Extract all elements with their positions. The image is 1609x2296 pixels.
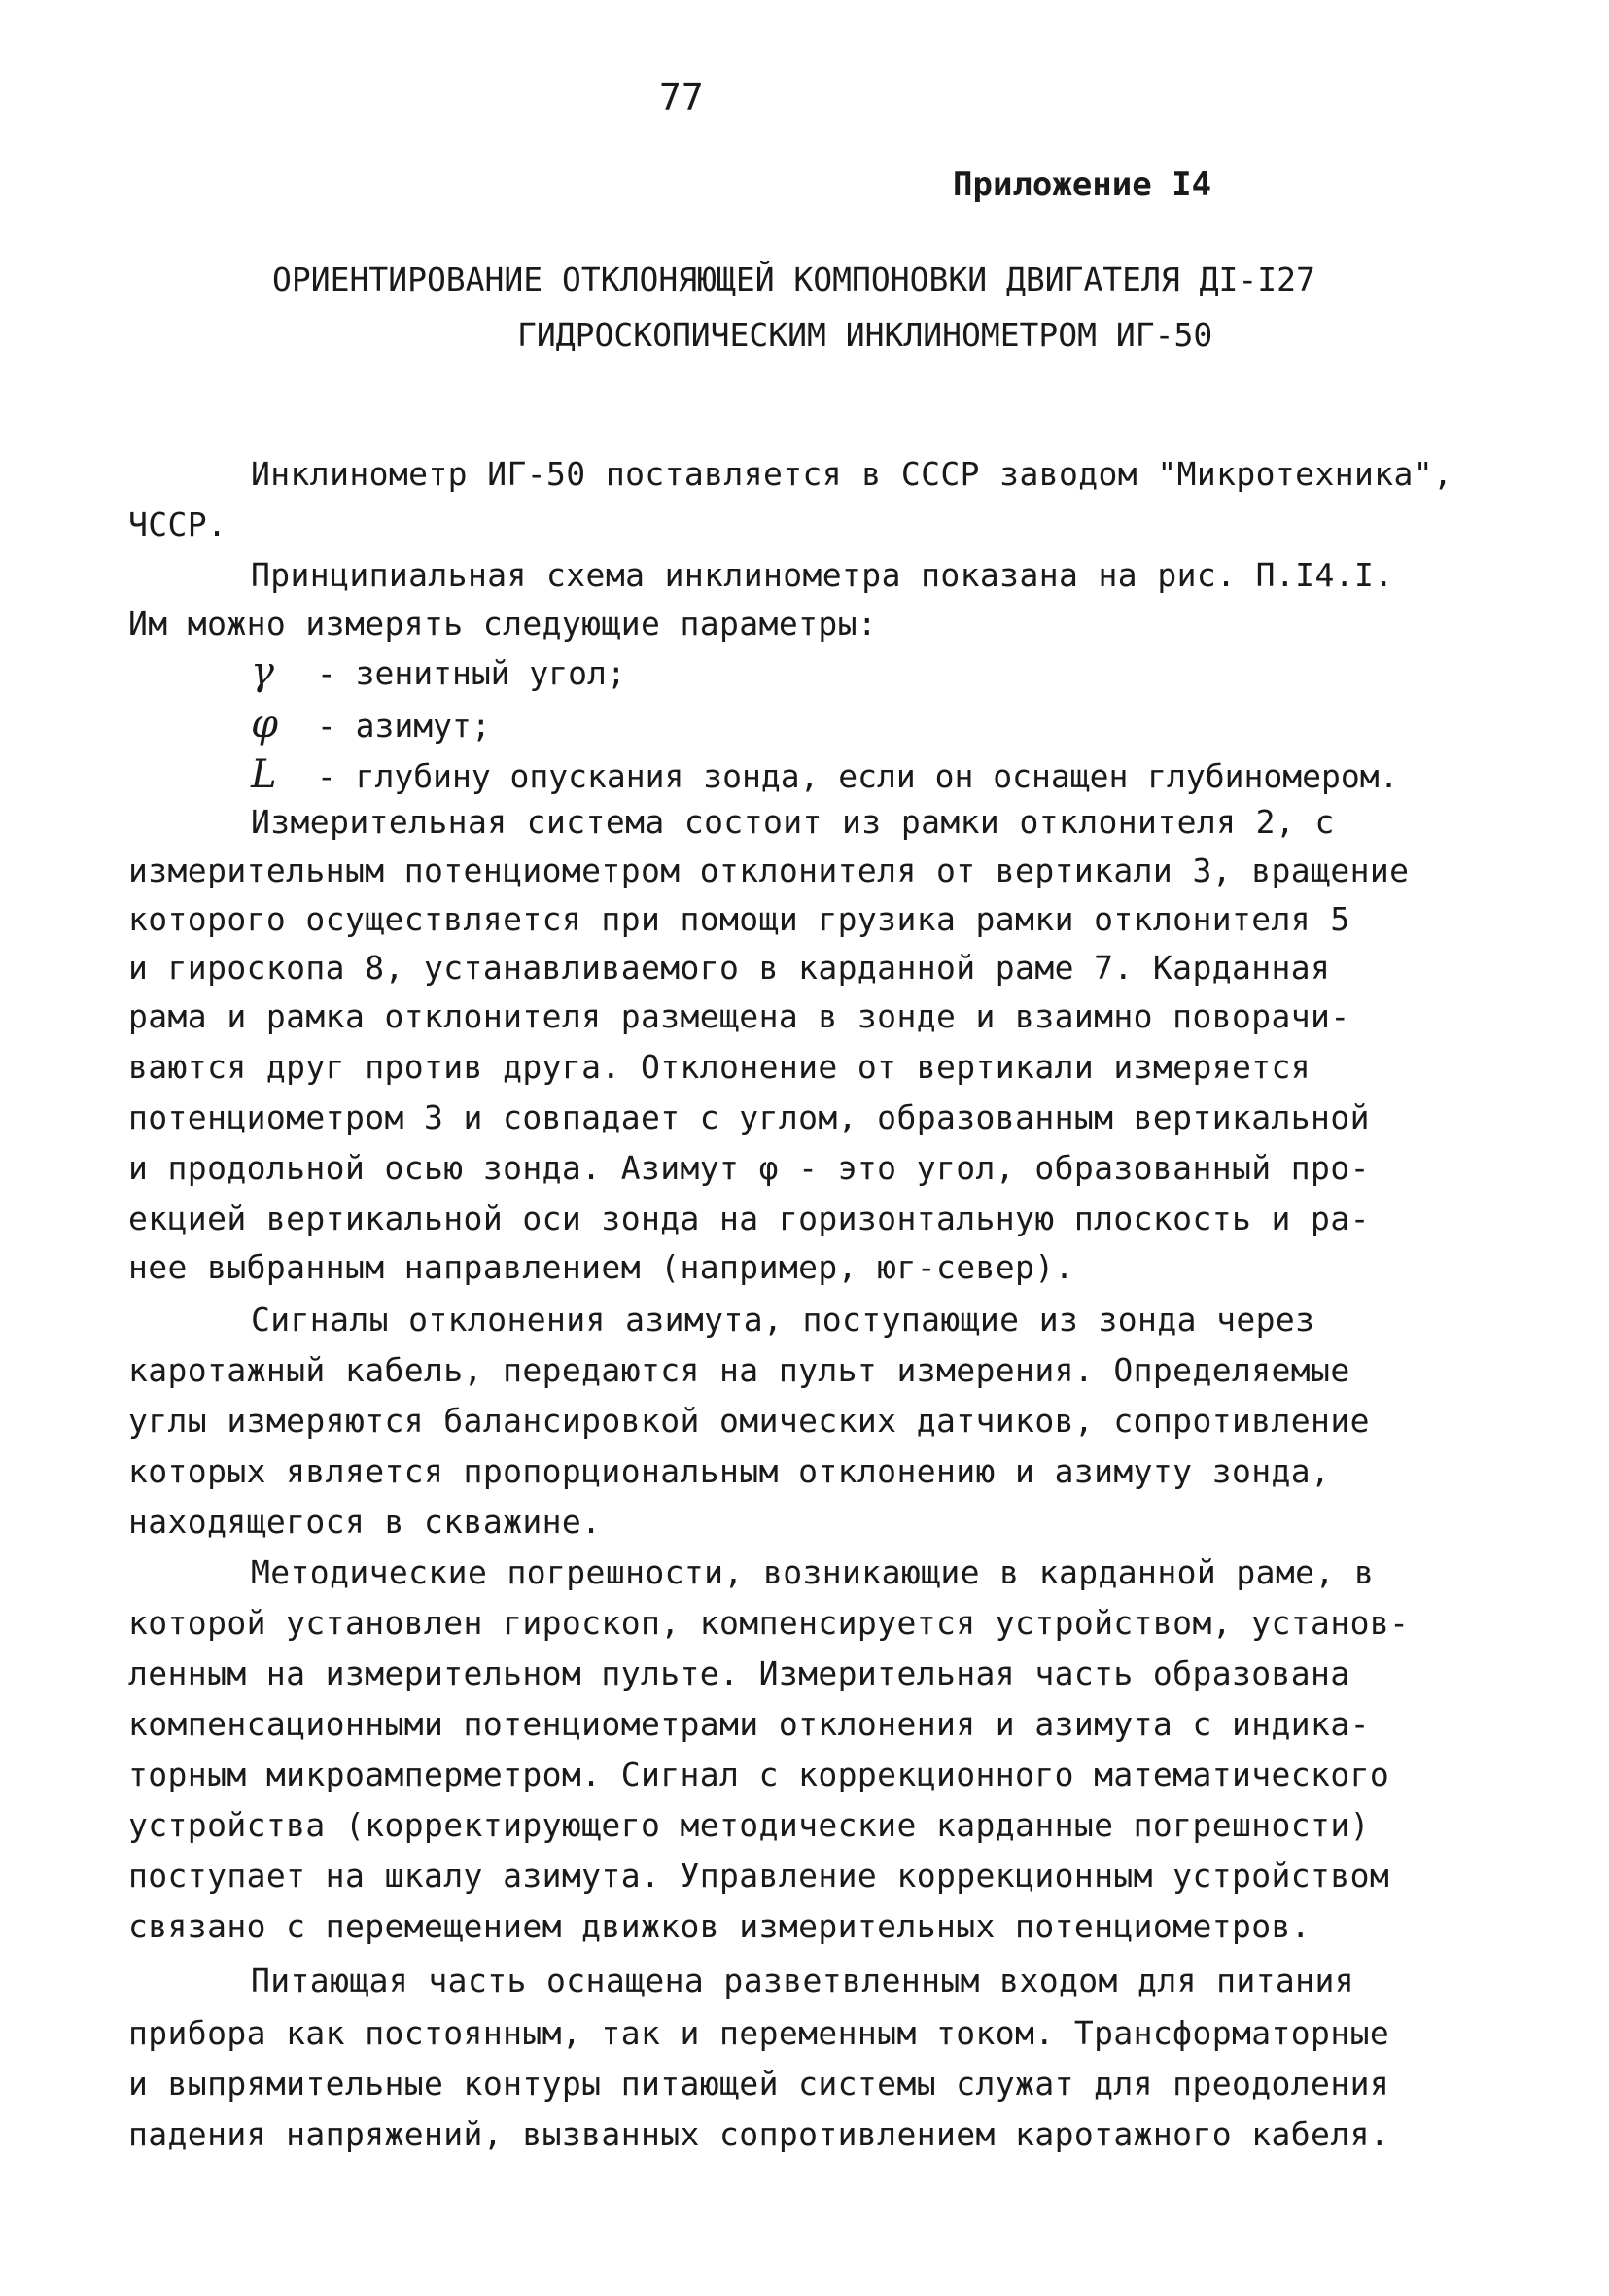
param-text: - зенитный угол; <box>316 654 626 692</box>
paragraph-3-line: и гироскопа 8, устанавливаемого в карданной раме 7. Карданная <box>128 949 1331 987</box>
appendix-label: Приложение I4 <box>953 165 1212 204</box>
phi-symbol: φ <box>251 702 279 747</box>
paragraph-2-line-2: Им можно измерять следующие параметры: <box>128 605 878 643</box>
paragraph-6-line: и выпрямительные контуры питающей системы служат для преодоления <box>128 2065 1390 2103</box>
paragraph-3-line: которого осуществляется при помощи грузика рамки отклонителя 5 <box>128 900 1350 938</box>
paragraph-6-line: Питающая часть оснащена разветвленным входом для питания <box>251 1962 1354 2000</box>
paragraph-5-line: поступает на шкалу азимута. Управление коррекционным устройством <box>128 1857 1390 1895</box>
paragraph-4-line: Сигналы отклонения азимута, поступающие из зонда через <box>251 1301 1315 1339</box>
paragraph-5-line: устройства (корректирующего методические карданные погрешности) <box>128 1806 1370 1844</box>
paragraph-5-line: которой установлен гироскоп, компенсируется устройством, установ- <box>128 1604 1410 1642</box>
paragraph-3-line: измерительным потенциометром отклонителя от вертикали 3, вращение <box>128 852 1410 889</box>
paragraph-1-line-1: Инклинометр ИГ-50 поставляется в СССР заводом "Микротехника", <box>251 455 1453 493</box>
param-text: - азимут; <box>316 707 491 745</box>
paragraph-3-line: и продольной осью зонда. Азимут φ - это угол, образованный про- <box>128 1149 1370 1187</box>
paragraph-3-line: нее выбранным направлением (например, юг-север). <box>128 1248 1074 1286</box>
paragraph-3-line: екцией вертикальной оси зонда на горизонтальную плоскость и ра- <box>128 1200 1370 1237</box>
paragraph-5-line: торным микроамперметром. Сигнал с коррекционного математического <box>128 1756 1390 1793</box>
paragraph-3-line: рама и рамка отклонителя размещена в зонде и взаимно поворачи- <box>128 997 1350 1035</box>
paragraph-5-line: ленным на измерительном пульте. Измерительная часть образована <box>128 1654 1350 1692</box>
param-text: - глубину опускания зонда, если он оснащен глубиномером. <box>316 757 1399 795</box>
paragraph-6-line: прибора как постоянным, так и переменным током. Трансформаторные <box>128 2014 1390 2052</box>
paragraph-1-line-2: ЧССР. <box>128 505 227 543</box>
paragraph-6-line: падения напряжений, вызванных сопротивлением каротажного кабеля. <box>128 2115 1390 2153</box>
document-title-line-2: ГИДРОСКОПИЧЕСКИМ ИНКЛИНОМЕТРОМ ИГ-50 <box>517 316 1213 354</box>
paragraph-5-line: Методические погрешности, возникающие в карданной раме, в <box>251 1553 1375 1591</box>
document-title-line-1: ОРИЕНТИРОВАНИЕ ОТКЛОНЯЮЩЕЙ КОМПОНОВКИ ДВИГАТЕЛЯ ДI-I27 <box>272 261 1315 298</box>
param-item-azimuth <box>251 702 491 747</box>
paragraph-3-line: ваются друг против друга. Отклонение от вертикали измеряется <box>128 1048 1312 1086</box>
param-item-depth <box>251 752 1398 797</box>
gamma-symbol: γ <box>251 649 274 694</box>
l-symbol: L <box>251 752 277 797</box>
page-number: 77 <box>659 76 704 119</box>
paragraph-4-line: углы измеряются балансировкой омических датчиков, сопротивление <box>128 1402 1370 1440</box>
paragraph-5-line: компенсационными потенциометрами отклонения и азимута с индика- <box>128 1705 1370 1743</box>
paragraph-3-line: Измерительная система состоит из рамки отклонителя 2, с <box>251 803 1335 841</box>
paragraph-2-line-1: Принципиальная схема инклинометра показана на рис. П.I4.I. <box>251 556 1394 594</box>
paragraph-4-line: каротажный кабель, передаются на пульт измерения. Определяемые <box>128 1351 1350 1389</box>
paragraph-4-line: находящегося в скважине. <box>128 1503 602 1541</box>
paragraph-3-line: потенциометром 3 и совпадает с углом, образованным вертикальной <box>128 1098 1370 1136</box>
param-item-zenith <box>251 649 626 694</box>
paragraph-5-line: связано с перемещением движков измерительных потенциометров. <box>128 1907 1312 1945</box>
paragraph-4-line: которых является пропорциональным отклонению и азимуту зонда, <box>128 1452 1331 1490</box>
